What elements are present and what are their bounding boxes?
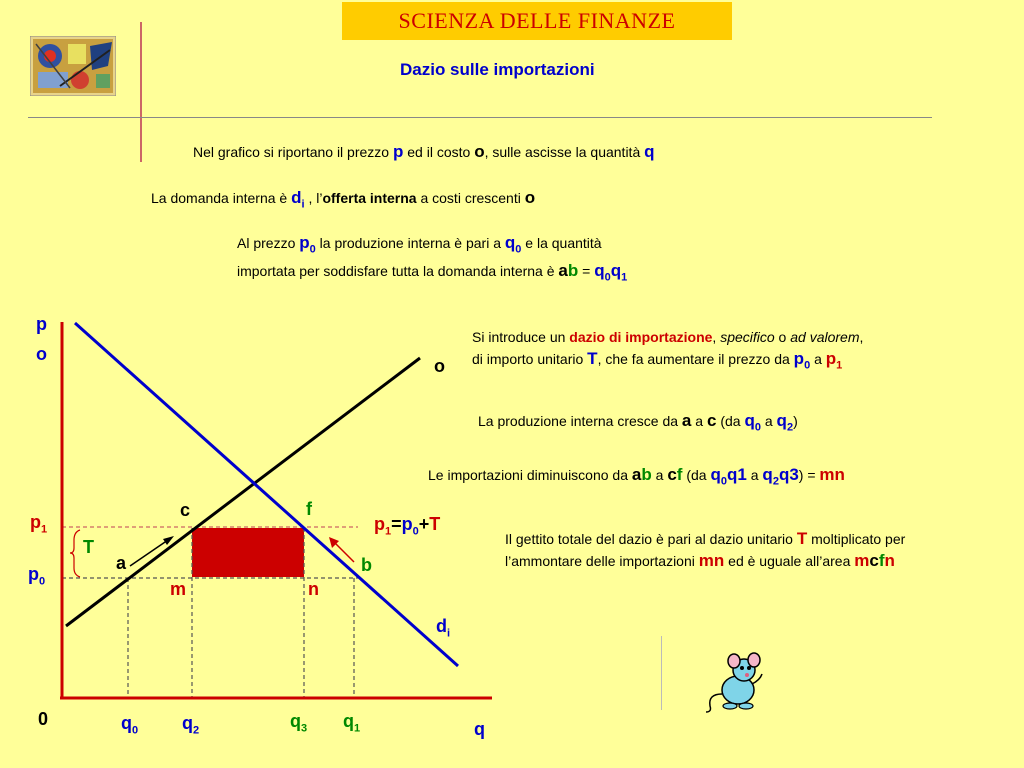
supply-curve-label: o <box>434 356 445 376</box>
point-n-label: n <box>308 579 319 599</box>
slide-title: SCIENZA DELLE FINANZE <box>342 2 732 40</box>
imports-line: Le importazioni diminuiscono da ab a cf (da $q_0q1$ a $q_2q3$) = mn <box>428 465 845 488</box>
price-p1-label: $p_1$ <box>30 512 48 536</box>
y-axis-label-o: o <box>36 344 47 364</box>
clipart-divider <box>661 636 662 710</box>
origin-label: 0 <box>38 709 49 729</box>
mouse-clipart-icon <box>700 650 770 714</box>
q1-label: $q_1$ <box>343 711 361 735</box>
tariff-revenue-area <box>192 528 304 577</box>
dazio-description: Si introduce un dazio di importazione, specifico o ad valorem, di importo unitario T, che fa aumentare il prezzo da $p_0$ a $p_1$ <box>472 329 864 372</box>
intro-line-axes: Nel grafico si riportano il prezzo p ed il costo o, sulle ascisse la quantità q <box>193 142 655 161</box>
price-equation: $p_1=p_0+T$ <box>374 514 441 538</box>
point-m-label: m <box>170 579 187 599</box>
point-c-label: c <box>180 500 191 520</box>
price-p0-label: $p_0$ <box>28 564 46 588</box>
y-axis-label-p: p <box>36 314 47 334</box>
q3-label: $q_3$ <box>290 711 308 735</box>
point-a-label: a <box>116 553 127 573</box>
intro-line-price: Al prezzo $p_0$ la produzione interna è pari a $q_0$ e la quantità importata per soddisfare tutta la domanda interna è ab = $q_0q_1$ <box>237 233 628 284</box>
production-line: La produzione interna cresce da a a c (da $q_0$ a $q_2$) <box>478 411 798 434</box>
slide-subtitle: Dazio sulle importazioni <box>400 60 595 79</box>
demand-curve-label: $d_i$ <box>436 616 451 640</box>
q2-label: $q_2$ <box>182 713 200 737</box>
x-axis-label-q: q <box>474 719 485 739</box>
revenue-description: Il gettito totale del dazio è pari al dazio unitario T moltiplicato per l’ammontare delle importazioni mn ed è uguale all’area mcfn <box>505 529 906 570</box>
intro-line-curves: La domanda interna è $d_i$ , l’offerta interna a costi crescenti o <box>151 188 536 211</box>
t-brace <box>70 530 80 577</box>
point-f-label: f <box>306 499 312 519</box>
point-b-label: b <box>361 555 372 575</box>
q0-label: $q_0$ <box>121 713 139 737</box>
tariff-t-label: T <box>83 537 94 557</box>
